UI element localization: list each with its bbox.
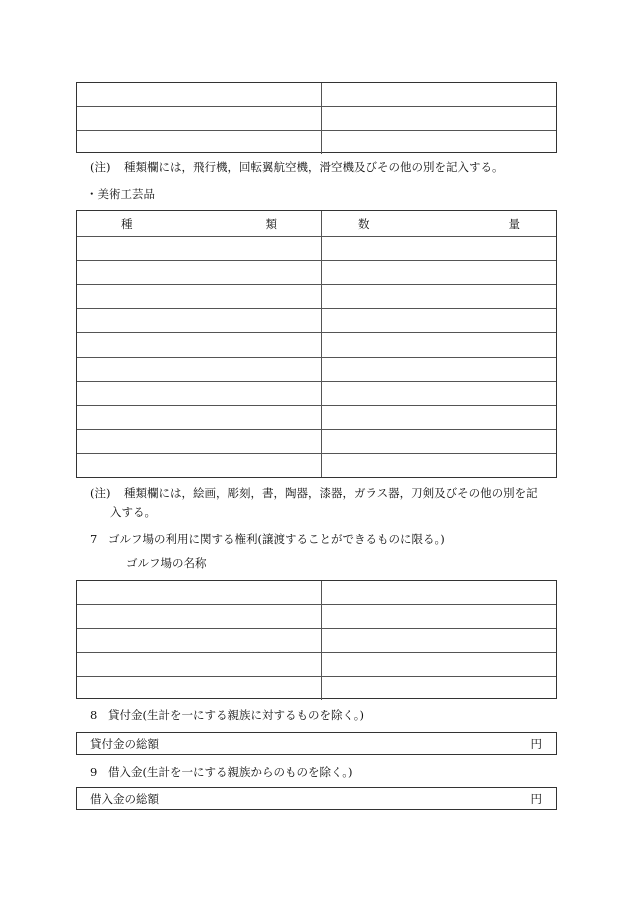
section-heading-golf: ゴルフ場の利用に関する権利(譲渡することができるものに限る。) bbox=[108, 532, 445, 546]
table-cell[interactable] bbox=[77, 382, 322, 405]
header-quantity-char-1: 数 bbox=[358, 216, 370, 231]
header-type-char-1: 種 bbox=[121, 216, 133, 231]
loan-total-unit: 円 bbox=[530, 736, 542, 751]
section-heading-borrow: 借入金(生計を一にする親族からのものを除く。) bbox=[108, 765, 353, 779]
table-row bbox=[77, 332, 556, 357]
loan-total-field[interactable] bbox=[76, 732, 557, 755]
table-row bbox=[77, 381, 556, 405]
table-cell[interactable] bbox=[77, 358, 322, 381]
header-quantity bbox=[322, 211, 556, 236]
table-cell[interactable] bbox=[322, 333, 556, 357]
borrow-total-unit: 円 bbox=[530, 791, 542, 806]
aircraft-note-text: 種類欄には，飛行機，回転翼航空機，滑空機及びその他の別を記入する。 bbox=[124, 160, 504, 174]
table-cell[interactable] bbox=[322, 131, 556, 154]
table-row bbox=[77, 308, 556, 332]
golf-table bbox=[76, 580, 557, 699]
table-row bbox=[77, 83, 556, 106]
table-cell[interactable] bbox=[77, 581, 322, 604]
art-note-line-2: 入する。 bbox=[110, 505, 156, 519]
table-row bbox=[77, 236, 556, 260]
table-row bbox=[77, 106, 556, 130]
section-number-8: 8 bbox=[90, 708, 98, 722]
table-cell[interactable] bbox=[322, 285, 556, 308]
art-note-line-1: 種類欄には，絵画，彫刻，書，陶器，漆器，ガラス器，刀剣及びその他の別を記 bbox=[124, 486, 538, 500]
table-cell[interactable] bbox=[322, 454, 556, 477]
table-row bbox=[77, 284, 556, 308]
table-cell[interactable] bbox=[77, 406, 322, 429]
table-cell[interactable] bbox=[77, 83, 322, 106]
table-row bbox=[77, 581, 556, 604]
table-cell[interactable] bbox=[77, 107, 322, 130]
table-cell[interactable] bbox=[322, 629, 556, 652]
table-header-row bbox=[77, 211, 556, 236]
header-type bbox=[77, 211, 322, 236]
table-cell[interactable] bbox=[77, 454, 322, 477]
table-cell[interactable] bbox=[322, 406, 556, 429]
table-row bbox=[77, 453, 556, 477]
table-row bbox=[77, 357, 556, 381]
art-table bbox=[76, 210, 557, 478]
borrow-total-label: 借入金の総額 bbox=[90, 791, 159, 806]
table-row bbox=[77, 676, 556, 700]
table-cell[interactable] bbox=[322, 261, 556, 284]
table-cell[interactable] bbox=[322, 382, 556, 405]
loan-total-label: 貸付金の総額 bbox=[90, 736, 159, 751]
note-prefix: (注) bbox=[90, 160, 111, 174]
section-heading-loan: 貸付金(生計を一にする親族に対するものを除く。) bbox=[108, 708, 364, 722]
section-number-7: 7 bbox=[90, 532, 98, 546]
table-row bbox=[77, 260, 556, 284]
section-number-9: 9 bbox=[90, 765, 98, 779]
golf-course-name-label: ゴルフ場の名称 bbox=[126, 556, 207, 570]
table-cell[interactable] bbox=[77, 285, 322, 308]
table-cell[interactable] bbox=[322, 430, 556, 453]
table-cell[interactable] bbox=[322, 237, 556, 260]
table-row bbox=[77, 130, 556, 154]
table-row bbox=[77, 405, 556, 429]
header-type-char-2: 類 bbox=[265, 216, 277, 231]
table-cell[interactable] bbox=[77, 653, 322, 676]
table-cell[interactable] bbox=[77, 629, 322, 652]
section-heading-art: ・美術工芸品 bbox=[86, 187, 155, 201]
header-quantity-char-2: 量 bbox=[508, 216, 520, 231]
aircraft-table bbox=[76, 82, 557, 153]
table-cell[interactable] bbox=[77, 333, 322, 357]
table-cell[interactable] bbox=[77, 677, 322, 700]
table-cell[interactable] bbox=[77, 261, 322, 284]
table-row bbox=[77, 604, 556, 628]
table-cell[interactable] bbox=[322, 83, 556, 106]
table-cell[interactable] bbox=[77, 309, 322, 332]
table-cell[interactable] bbox=[322, 107, 556, 130]
table-cell[interactable] bbox=[322, 358, 556, 381]
table-row bbox=[77, 628, 556, 652]
table-cell[interactable] bbox=[77, 131, 322, 154]
borrow-total-field[interactable] bbox=[76, 787, 557, 810]
table-cell[interactable] bbox=[322, 309, 556, 332]
table-row bbox=[77, 429, 556, 453]
table-cell[interactable] bbox=[77, 237, 322, 260]
table-cell[interactable] bbox=[322, 677, 556, 700]
table-row bbox=[77, 652, 556, 676]
table-cell[interactable] bbox=[322, 605, 556, 628]
table-cell[interactable] bbox=[322, 581, 556, 604]
table-cell[interactable] bbox=[77, 430, 322, 453]
table-cell[interactable] bbox=[77, 605, 322, 628]
table-cell[interactable] bbox=[322, 653, 556, 676]
note-prefix: (注) bbox=[90, 486, 111, 500]
